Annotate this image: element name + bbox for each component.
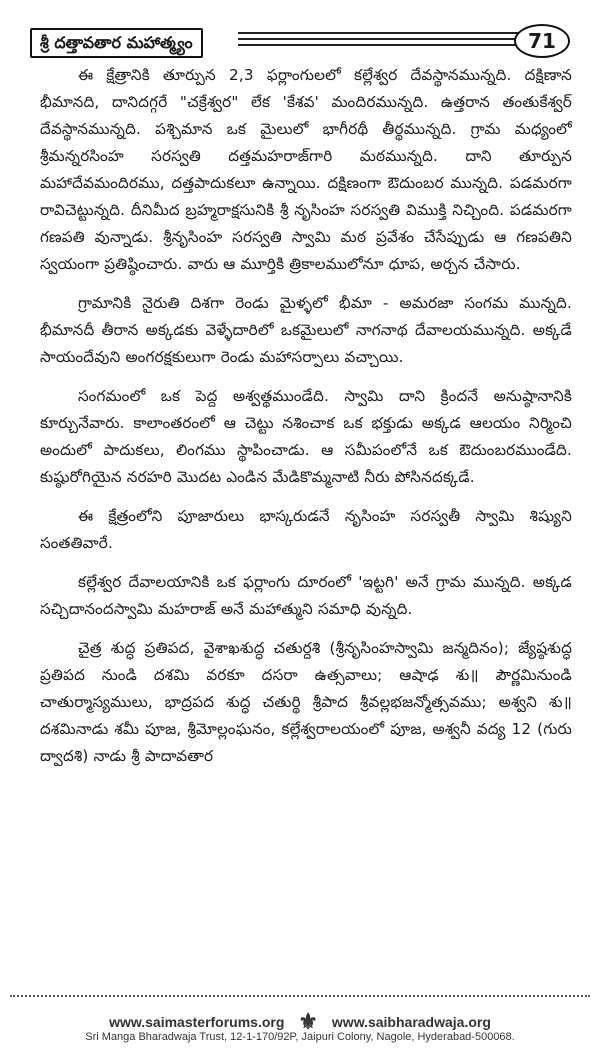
footer-link-saimasterforums[interactable]: www.saimasterforums.org: [109, 1014, 285, 1030]
paragraph: ఈ క్షేత్రానికి తూర్పున 2,3 ఫర్లాంగులలో కల్లేశ్వర దేవస్థానమున్నది. దక్షిణాన భీమానది, దానిదగ్గరే "చక్రేశ్వర" లేక 'కేశవ' మందిరమున్నది. ఉత్తరాన తంతుకేశ్వర్ దేవస్థానమున్నది. పశ్చిమాన ఒక మైలులో భాగీరథీ తీర్థమున్నది. గ్రామ మధ్యంలో శ్రీమన్నరసింహ సరస్వతి దత్తమహరాజ్‌గారి మఠమున్నది. దాని తూర్పున మహాదేవమందిరము, దత్తపాదుకలూ ఉన్నాయి. దక్షిణంగా ఔదుంబర మున్నది. పడమరగా రావిచెట్టున్నది. దీనిమీద బ్రహ్మరాక్షసునికి శ్రీ నృసింహ సరస్వతి విముక్తి నిచ్చింది. పడమరగా గణపతి వున్నాడు. శ్రీనృసింహ సరస్వతి స్వామి మఠ ప్రవేశం చేసేప్పుడు ఆ గణపతిని స్వయంగా ప్రతిష్ఠించారు. వారు ఆ మూర్తికి త్రికాలములోనూ ధూప, అర్చన చేసారు.: [40, 66, 572, 273]
page-header: [30, 22, 578, 62]
paragraph: గ్రామానికి నైరుతి దిశగా రెండు మైళ్ళలో భీమా - అమరజా సంగమ మున్నది. భీమానదీ తీరాన అక్కడకు వెళ్ళేదారిలో ఒకమైలులో నాగనాథ దేవాలయమున్నది. అక్కడే సాయందేవుని అంగరక్షకులుగా రెండు మహాసర్పాలు వచ్చాయి.: [40, 294, 572, 366]
publisher-address: Sri Manga Bharadwaja Trust, 12-1-170/92P, Jaipuri Colony, Nagole, Hyderabad-500068.: [85, 1031, 515, 1043]
page-number: 71: [514, 24, 570, 58]
paragraph: ఈ క్షేత్రంలోని పూజారులు భాస్కరుడనే నృసింహ సరస్వతీ స్వామి శిష్యుని సంతతివారే.: [40, 507, 572, 552]
paragraph: కల్లేశ్వర దేవాలయానికి ఒక ఫర్లాంగు దూరంలో 'ఇట్టగి' అనే గ్రామ మున్నది. అక్కడ సచ్చిదానందస్వామి మహరాజ్ అనే మహాత్ముని సమాధి వున్నది.: [40, 573, 572, 618]
paragraph: చైత్ర శుద్ధ ప్రతిపద, వైశాఖశుద్ధ చతుర్దశి (శ్రీనృసింహస్వామి జన్మదినం); జ్యేష్ఠశుద్ధ ప్రతిపద నుండి దశమి వరకూ దసరా ఉత్సవాలు; ఆషాఢ శు॥ పౌర్ణమినుండి చాతుర్మాస్యములు, భాద్రపద శుద్ధ చతుర్థి శ్రీపాద శ్రీవల్లభజన్మోత్సవము; అశ్వని శు॥ దశమినాడు శమీ పూజ, శ్రీమోల్లంఘనం, కల్లేశ్వరాలయంలో పూజ, అశ్వనీ వద్య 12 (గురు ద్వాదశి) నాడు శ్రీ పాదావతార: [40, 639, 572, 765]
page-footer: [0, 985, 600, 1058]
page-body: [40, 62, 572, 782]
header-rule-lines: [238, 32, 528, 50]
footer-divider: [10, 995, 590, 997]
footer-link-saibharadwaja[interactable]: www.saibharadwaja.org: [331, 1014, 491, 1030]
fleur-de-lis-icon: ⚜: [298, 1009, 319, 1034]
running-title: శ్రీ దత్తావతార మహాత్మ్యం: [30, 28, 203, 58]
paragraph: సంగమంలో ఒక పెద్ద అశ్వత్థముండేది. స్వామి దాని క్రిందనే అనుష్ఠానానికి కూర్చునేవారు. కాలాంతరంలో ఆ చెట్టు నశించాక ఒక భక్తుడు అక్కడ ఆలయం నిర్మించి అందులో పాదుకలు, లింగము స్థాపించాడు. ఆ సమీపంలోనే ఒక ఔదుంబరముండేది. కుష్ఠురోగియైన నరహరి మొదట ఎండిన మేడికొమ్మనాటి నీరు పోసినదక్కడే.: [40, 387, 572, 486]
